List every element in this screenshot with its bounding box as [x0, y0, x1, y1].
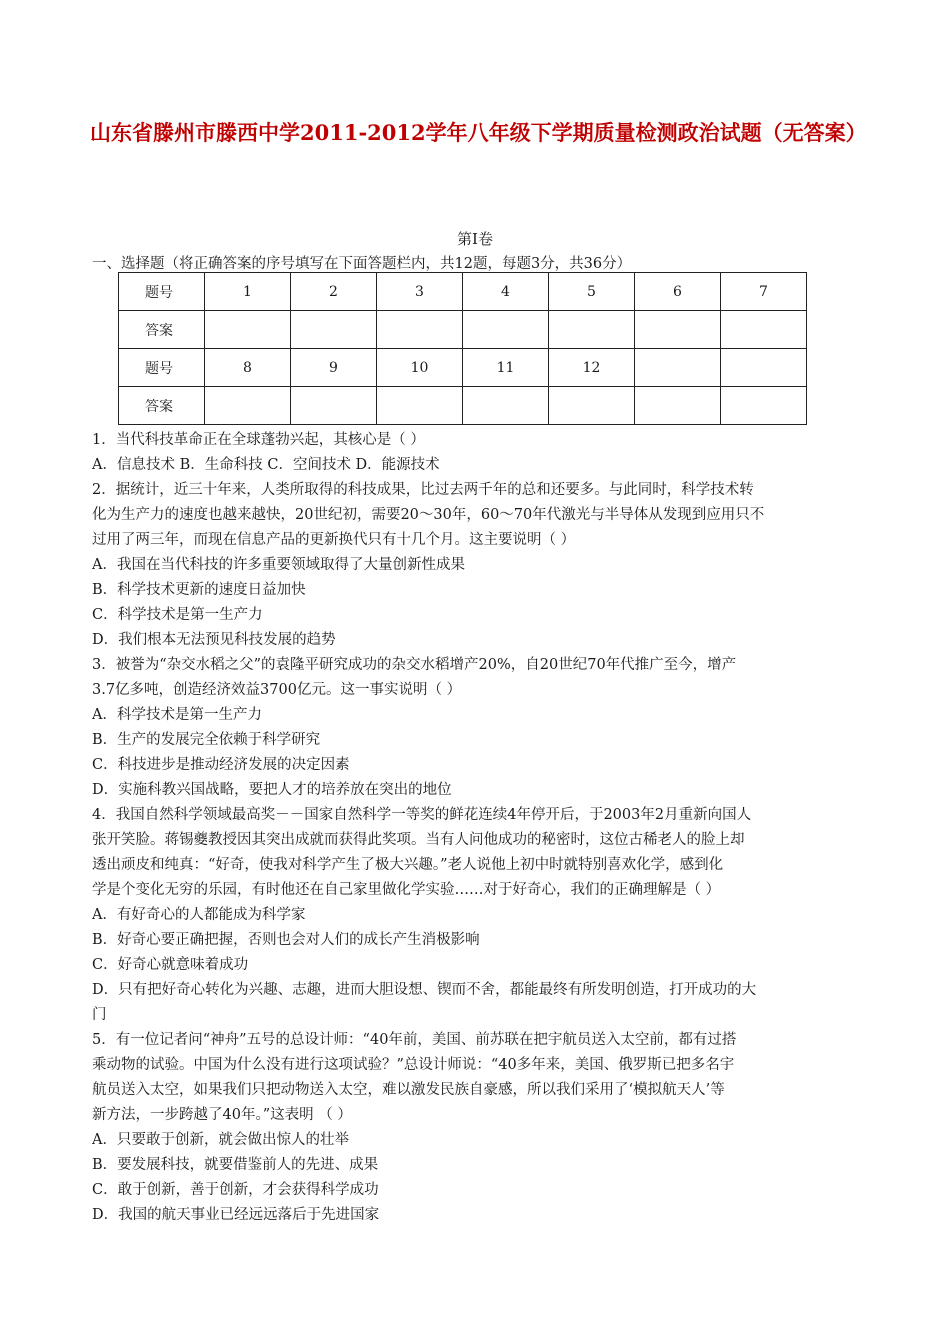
- question-number-cell: 6: [635, 273, 721, 311]
- question-line: 学是个变化无穷的乐园，有时他还在自己家里做化学实验……对于好奇心，我们的正确理解是（ ）: [92, 882, 721, 898]
- answer-cell[interactable]: [463, 311, 549, 349]
- question-number-cell: 4: [463, 273, 549, 311]
- question-number-cell: 11: [463, 349, 549, 387]
- answer-cell[interactable]: [635, 387, 721, 425]
- table-row: [119, 273, 807, 311]
- question-number-cell: 2: [291, 273, 377, 311]
- option-line: D．实施科教兴国战略，要把人才的培养放在突出的地位: [92, 782, 452, 798]
- option-line: A．信息技术 B．生命科技 C．空间技术 D．能源技术: [92, 457, 440, 473]
- option-line: C．科学技术是第一生产力: [92, 607, 263, 623]
- question-number-cell: 12: [549, 349, 635, 387]
- answer-cell[interactable]: [635, 311, 721, 349]
- question-number-cell: 8: [205, 349, 291, 387]
- answer-label: 答案: [119, 387, 205, 425]
- question-number-cell: 7: [721, 273, 807, 311]
- option-line: A．只要敢于创新，就会做出惊人的壮举: [92, 1132, 349, 1148]
- option-line: 门: [92, 1007, 107, 1023]
- question-number-cell: 5: [549, 273, 635, 311]
- option-line: C．敢于创新，善于创新，才会获得科学成功: [92, 1182, 379, 1198]
- question-line: 透出顽皮和纯真：“好奇，使我对科学产生了极大兴趣。”老人说他上初中时就特别喜欢化学，感到化: [92, 857, 724, 873]
- option-line: B．科学技术更新的速度日益加快: [92, 582, 306, 598]
- section-heading: 第Ⅰ卷: [457, 230, 493, 248]
- option-line: D．我们根本无法预见科技发展的趋势: [92, 632, 336, 648]
- answer-cell[interactable]: [721, 387, 807, 425]
- question-line: 张开笑脸。蒋锡夔教授因其突出成就而获得此奖项。当有人问他成功的秘密时，这位古稀老人的脸上却: [92, 832, 745, 848]
- section-instruction: 一、选择题（将正确答案的序号填写在下面答题栏内，共12题，每题3分，共36分）: [92, 256, 632, 272]
- table-row: [119, 311, 807, 349]
- answer-cell[interactable]: [549, 311, 635, 349]
- question-number-label: 题号: [119, 273, 205, 311]
- option-line: D．我国的航天事业已经远远落后于先进国家: [92, 1207, 380, 1223]
- option-line: A．科学技术是第一生产力: [92, 707, 262, 723]
- option-line: C．科技进步是推动经济发展的决定因素: [92, 757, 350, 773]
- option-line: D．只有把好奇心转化为兴趣、志趣，进而大胆设想、锲而不舍，都能最终有所发明创造，打开成功的大: [92, 982, 757, 998]
- answer-cell[interactable]: [377, 387, 463, 425]
- answer-cell[interactable]: [291, 387, 377, 425]
- answer-cell[interactable]: [721, 311, 807, 349]
- option-line: A．我国在当代科技的许多重要领域取得了大量创新性成果: [92, 557, 465, 573]
- question-line: 1．当代科技革命正在全球蓬勃兴起，其核心是（ ）: [92, 432, 425, 448]
- question-line: 3.7亿多吨，创造经济效益3700亿元。这一事实说明（ ）: [92, 682, 462, 698]
- question-number-cell: 3: [377, 273, 463, 311]
- question-line: 过用了两三年，而现在信息产品的更新换代只有十几个月。这主要说明（ ）: [92, 532, 576, 548]
- question-line: 乘动物的试验。中国为什么没有进行这项试验？”总设计师说：“40多年来，美国、俄罗斯已把多名宇: [92, 1057, 735, 1073]
- answer-cell[interactable]: [377, 311, 463, 349]
- answer-cell[interactable]: [291, 311, 377, 349]
- table-row: [119, 349, 807, 387]
- option-line: C．好奇心就意味着成功: [92, 957, 249, 973]
- question-number-cell: 9: [291, 349, 377, 387]
- question-line: 3．被誉为“杂交水稻之父”的袁隆平研究成功的杂交水稻增产20%，自20世纪70年代推广至今，增产: [92, 657, 737, 673]
- option-line: A．有好奇心的人都能成为科学家: [92, 907, 306, 923]
- question-line: 4．我国自然科学领域最高奖－－国家自然科学一等奖的鲜花连续4年停开后，于2003年2月重新向国人: [92, 807, 752, 823]
- answer-label: 答案: [119, 311, 205, 349]
- table-row: [119, 387, 807, 425]
- answer-cell[interactable]: [463, 387, 549, 425]
- answer-table: [118, 272, 807, 425]
- question-list: [92, 428, 864, 1228]
- option-line: B．生产的发展完全依赖于科学研究: [92, 732, 321, 748]
- question-number-label: 题号: [119, 349, 205, 387]
- question-number-cell: 1: [205, 273, 291, 311]
- answer-cell[interactable]: [549, 387, 635, 425]
- question-number-cell: [721, 349, 807, 387]
- option-line: B．要发展科技，就要借鉴前人的先进、成果: [92, 1157, 379, 1173]
- question-line: 2．据统计，近三十年来，人类所取得的科技成果，比过去两千年的总和还要多。与此同时，科学技术转: [92, 482, 754, 498]
- option-line: B．好奇心要正确把握，否则也会对人们的成长产生消极影响: [92, 932, 480, 948]
- question-line: 新方法，一步跨越了40年。”这表明 （ ）: [92, 1107, 352, 1123]
- answer-cell[interactable]: [205, 311, 291, 349]
- question-line: 航员送入太空，如果我们只把动物送入太空，难以激发民族自豪感，所以我们采用了‘模拟航天人’等: [92, 1082, 725, 1098]
- question-number-cell: [635, 349, 721, 387]
- document-title: 山东省滕州市滕西中学2011-2012学年八年级下学期质量检测政治试题（无答案）: [90, 120, 867, 145]
- answer-cell[interactable]: [205, 387, 291, 425]
- question-line: 化为生产力的速度也越来越快，20世纪初，需要20～30年，60～70年代激光与半导体从发现到应用只不: [92, 507, 765, 523]
- question-number-cell: 10: [377, 349, 463, 387]
- question-line: 5．有一位记者问“神舟”五号的总设计师：“40年前，美国、前苏联在把宇航员送入太空前，都有过搭: [92, 1032, 737, 1048]
